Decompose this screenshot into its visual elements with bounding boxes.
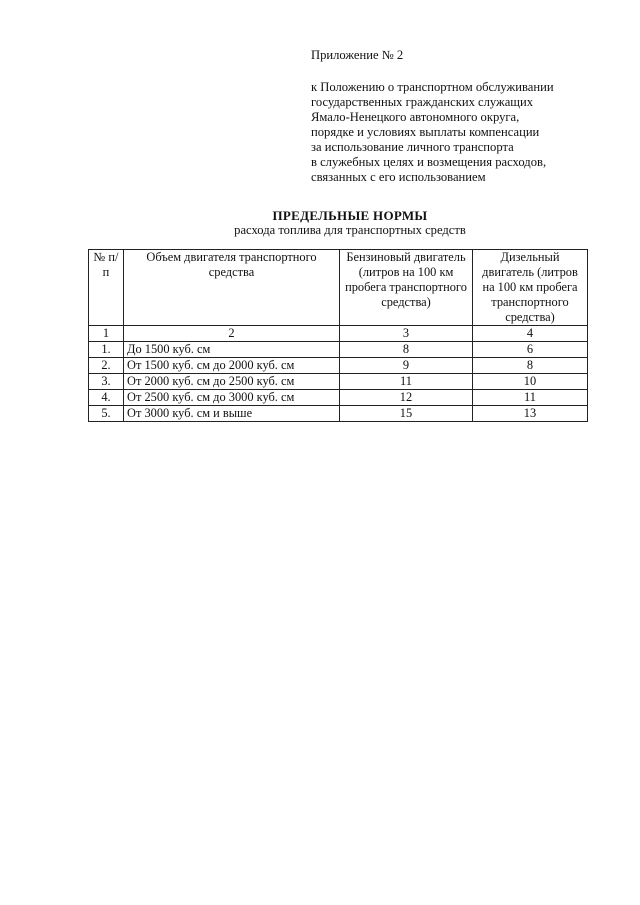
table-row [89,358,588,374]
engine-volume-cell: От 2500 куб. см до 3000 куб. см [124,390,340,406]
column-number: 2 [124,326,340,342]
table-row [89,406,588,422]
petrol-value-cell: 9 [340,358,473,374]
fuel-norms-table [88,249,588,422]
heading-title: ПРЕДЕЛЬНЫЕ НОРМЫ [272,208,428,223]
appendix-line: Ямало-Ненецкого автономного округа, [311,110,520,124]
column-numbers-row [89,326,588,342]
column-number: 4 [473,326,588,342]
engine-volume-cell: До 1500 куб. см [124,342,340,358]
appendix-block [311,48,611,185]
appendix-title: Приложение № 2 [311,48,404,62]
heading-subtitle: расхода топлива для транспортных средств [234,223,466,237]
diesel-value-cell: 8 [473,358,588,374]
column-number: 1 [89,326,124,342]
header-petrol: Бензиновый двигатель (литров на 100 км пробега транспортного средства) [340,250,473,326]
diesel-value-cell: 6 [473,342,588,358]
engine-volume-cell: От 2000 куб. см до 2500 куб. см [124,374,340,390]
diesel-value-cell: 10 [473,374,588,390]
petrol-value-cell: 15 [340,406,473,422]
table-row [89,342,588,358]
petrol-value-cell: 8 [340,342,473,358]
appendix-line: к Положению о транспортном обслуживании [311,80,554,94]
column-number: 3 [340,326,473,342]
row-number: 2. [89,358,124,374]
engine-volume-cell: От 3000 куб. см и выше [124,406,340,422]
header-number: № п/п [89,250,124,326]
header-diesel: Дизельный двигатель (литров на 100 км пробега транспортного средства) [473,250,588,326]
table-header-row [89,250,588,326]
petrol-value-cell: 12 [340,390,473,406]
table-row [89,374,588,390]
engine-volume-cell: От 1500 куб. см до 2000 куб. см [124,358,340,374]
diesel-value-cell: 13 [473,406,588,422]
row-number: 5. [89,406,124,422]
row-number: 1. [89,342,124,358]
row-number: 3. [89,374,124,390]
document-heading [150,208,550,238]
petrol-value-cell: 11 [340,374,473,390]
diesel-value-cell: 11 [473,390,588,406]
appendix-line: государственных гражданских служащих [311,95,534,109]
row-number: 4. [89,390,124,406]
table-row [89,390,588,406]
header-engine-volume: Объем двигателя транспортного средства [124,250,340,326]
appendix-line: порядке и условиях выплаты компенсации [311,125,540,139]
appendix-line: в служебных целях и возмещения расходов, [311,155,547,169]
appendix-line: за использование личного транспорта [311,140,514,154]
appendix-line: связанных с его использованием [311,170,486,184]
